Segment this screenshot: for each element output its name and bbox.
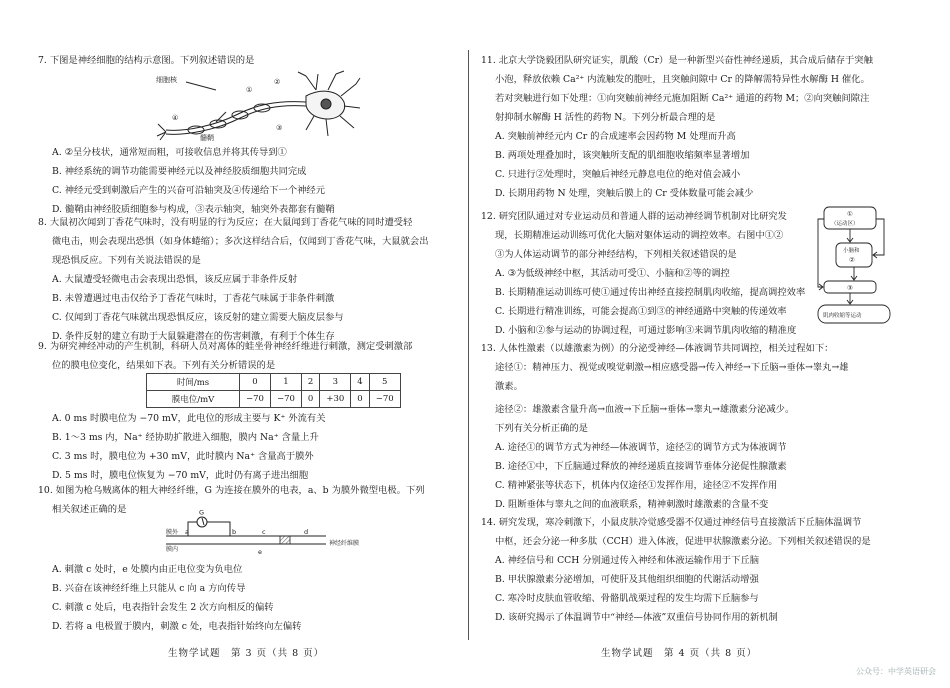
q13-option-d: D. 阻断垂体与睾丸之间的血液联系，精神刺激时雄激素的含量不变 — [495, 499, 769, 510]
q7-option-b: B. 神经系统的调节功能需要神经元以及神经胶质细胞共同完成 — [52, 166, 307, 177]
q13-stem-line1: 13. 人体性激素（以雄激素为例）的分泌受神经—体液调节共同调控，相关过程如下： — [481, 343, 834, 354]
q10-option-b: B. 兴奋在该神经纤维上只能从 c 向 a 方向传导 — [52, 583, 246, 594]
myelin-label: 髓鞘 — [200, 134, 214, 142]
q9-stem-line1: 9. 为研究神经冲动的产生机制，科研人员对离体的蛙坐骨神经纤维进行刺激，测定受刺激部 — [38, 341, 413, 352]
q14-stem-line2: 中枢，还会分泌一种多肽（CCH）进入体液，促进甲状腺激素分泌。下列相关叙述错误的是 — [495, 536, 871, 547]
label-4: ④ — [172, 114, 179, 122]
q9-options — [38, 412, 456, 482]
node-3: ③ — [847, 284, 853, 292]
q7-option-c: C. 神经元受到刺激后产生的兴奋可沿轴突及④传递给下一个神经元 — [52, 185, 326, 196]
q10-option-d: D. 若将 a 电极置于膜内，刺激 c 处，电表指针始终向左偏转 — [52, 621, 302, 632]
q9-option-d: D. 5 ms 时，膜电位恢复为 −70 mV，此时仍有离子进出细胞 — [52, 470, 309, 481]
q7-options — [38, 146, 456, 216]
table-cell: +30 — [320, 391, 351, 408]
muscle-label: 肌肉收缩等运动 — [823, 313, 862, 319]
meter-label-g: G — [199, 508, 205, 517]
fiber-label: 神经纤维膜 — [329, 540, 360, 547]
table-cell: −70 — [240, 391, 271, 408]
q13-prompt: 下列有关分析正确的是 — [495, 423, 588, 434]
q12-option-a: A. ③为低级神经中枢，其活动可受①、小脑和②等的调控 — [495, 268, 730, 279]
table-cell: 0 — [301, 391, 319, 408]
q14-option-c: C. 寒冷时皮肤血管收缩、骨骼肌战栗过程的发生均需下丘脑参与 — [495, 593, 759, 604]
page-footer-3: 生物学试题 第 3 页（共 8 页） — [168, 648, 325, 659]
q11-option-c: C. 只进行②处理时，突触后神经元静息电位的绝对值会减小 — [495, 169, 741, 180]
table-cell: −70 — [270, 391, 301, 408]
q12-options — [481, 267, 811, 337]
q7-option-d: D. 髓鞘由神经胶质细胞参与构成，③表示轴突，轴突外表都套有髓鞘 — [52, 204, 335, 215]
q11-stem-line4: 射抑制水解酶 H 活性的药物 N。下列分析最合理的是 — [495, 112, 716, 123]
q9-option-a: A. 0 ms 时膜电位为 −70 mV，此电位的形成主要与 K⁺ 外流有关 — [52, 413, 326, 424]
q8-option-a: A. 大鼠遭受轻微电击会表现出恐惧，该反应属于非条件反射 — [52, 274, 298, 285]
q10-options — [38, 563, 456, 633]
q8-stem-line3: 现恐惧反应。下列有关说法错误的是 — [52, 255, 201, 266]
nerve-fiber-figure — [158, 508, 373, 556]
q8-option-b: B. 未曾遭遇过电击仅给予丁香花气味时，丁香花气味属于非条件刺激 — [52, 293, 335, 304]
q14-option-b: B. 甲状腺激素分泌增加，可使肝及其他组织细胞的代谢活动增强 — [495, 574, 759, 585]
q11-option-a: A. 突触前神经元内 Cr 的合成速率会因药物 M 处理而升高 — [495, 131, 736, 142]
label-2: ② — [274, 78, 281, 86]
label-3: ③ — [276, 124, 283, 132]
motor-area-label: （运动区） — [831, 221, 859, 227]
q13-option-a: A. 途径①的调节方式为神经—体液调节，途径②的调节方式为体液调节 — [495, 442, 787, 453]
nucleus-label: 细胞核 — [156, 76, 177, 84]
table-cell: 5 — [369, 374, 400, 391]
q10-option-c: C. 刺激 c 处后，电表指针会发生 2 次方向相反的偏转 — [52, 602, 274, 613]
inside-label: 膜内 — [166, 546, 179, 553]
q11-option-d: D. 长期用药物 N 处理，突触后膜上的 Cr 受体数量可能会减少 — [495, 188, 754, 199]
point-e: e — [258, 548, 262, 556]
table-cell: −70 — [369, 391, 400, 408]
q10-stem-line2: 相关叙述正确的是 — [52, 504, 127, 515]
q11-stem-line2: 小泡，释放依赖 Ca²⁺ 内流触发的胞吐，且突触间隙中 Cr 的降解需特异性水解酶 H 催化。 — [495, 74, 870, 85]
page-footer-4: 生物学试题 第 4 页（共 8 页） — [601, 648, 758, 659]
point-c: c — [262, 528, 266, 536]
q7-option-a: A. ②呈分枝状，通常短而粗，可接收信息并将其传导到① — [52, 147, 287, 158]
q12-stem-line3: ③为人体运动调节的部分神经结构，下列相关叙述错误的是 — [495, 249, 737, 260]
electrode-b: b — [232, 528, 237, 536]
q11-stem-line1: 11. 北京大学饶毅团队研究证实，肌酸（Cr）是一种新型兴奋性神经递质，其合成后储存于突触 — [481, 55, 873, 66]
q13-option-b: B. 途径①中，下丘脑通过释放的神经递质直接调节垂体分泌促性腺激素 — [495, 461, 787, 472]
q13-path2: 途径②：雄激素含量升高→血液→下丘脑→垂体→睾丸→雄激素分泌减少。 — [495, 404, 795, 415]
question-11 — [481, 54, 911, 200]
question-9 — [38, 340, 456, 372]
point-d: d — [304, 528, 309, 536]
q9-data-table — [146, 373, 401, 408]
q9-stem-line2: 位的膜电位变化，结果如下表。下列有关分析错误的是 — [52, 360, 276, 371]
q11-stem-line3: 若对突触进行如下处理：①向突触前神经元施加阻断 Ca²⁺ 通道的药物 M；②向突触间隙注 — [495, 93, 870, 104]
table-header-potential: 膜电位/mV — [147, 391, 240, 408]
q12-stem-line2: 现，长期精准运动训练可优化大脑对躯体运动的调控效率。右图中①② — [495, 230, 784, 241]
node-1: ① — [847, 210, 853, 218]
motor-control-diagram — [814, 205, 909, 330]
watermark: 公众号：中学英语研会 — [856, 667, 936, 676]
q14-option-a: A. 神经信号和 CCH 分别通过传入神经和体液运输作用于下丘脑 — [495, 555, 759, 566]
neuron-figure — [156, 70, 361, 142]
q13-path1-line2: 激素。 — [495, 381, 523, 392]
q8-option-d: D. 条件反射的建立有助于大鼠躲避潜在的伤害刺激，有利于个体生存 — [52, 331, 335, 342]
q10-stem-line1: 10. 如图为枪乌贼离体的粗大神经纤维，G 为连接在膜外的电表，a、b 为膜外微型电极。下列 — [38, 485, 425, 496]
node-2: ② — [849, 256, 855, 264]
q12-option-d: D. 小脑和②参与运动的协调过程，可通过影响③来调节肌肉收缩的精准度 — [495, 325, 797, 336]
outside-label: 膜外 — [166, 529, 179, 536]
q8-option-c: C. 仅闻到丁香花气味就出现恐惧反应，该反射的建立需要大脑皮层参与 — [52, 312, 344, 323]
q8-stem-line2: 微电击，则会表现出恐惧（如身体蜷缩）；多次这样结合后，仅闻到丁香花气味，大鼠就会出 — [52, 236, 429, 247]
q12-option-b: B. 长期精准运动训练可使①通过传出神经直接控制肌肉收缩，提高调控效率 — [495, 287, 806, 298]
table-row — [147, 374, 401, 391]
q9-option-b: B. 1～3 ms 内，Na⁺ 经协助扩散进入细胞，膜内 Na⁺ 含量上升 — [52, 432, 319, 443]
myelin-segment — [188, 126, 204, 134]
electrode-a: a — [185, 528, 189, 536]
column-divider — [468, 50, 469, 640]
table-cell: 2 — [301, 374, 319, 391]
table-row — [147, 391, 401, 408]
question-7 — [38, 54, 456, 67]
cerebellum-label: 小脑和 — [843, 248, 860, 254]
label-1: ① — [246, 86, 253, 94]
nucleus — [321, 99, 331, 109]
table-cell: 4 — [351, 374, 369, 391]
q8-stem-line1: 8. 大鼠初次闻到丁香花气味时，没有明显的行为反应；在大鼠闻到丁香花气味的同时遭受轻 — [38, 217, 413, 228]
q7-stem: 7. 下图是神经细胞的结构示意图。下列叙述错误的是 — [38, 55, 255, 66]
question-10 — [38, 484, 456, 516]
q13-option-c: C. 精神紧张等状态下，机体内仅途径①发挥作用，途径②不发挥作用 — [495, 480, 778, 491]
q14-option-d: D. 该研究揭示了体温调节中“神经—体液”双重信号协同作用的新机制 — [495, 612, 778, 623]
q14-stem-line1: 14. 研究发现，寒冷刺激下，小鼠皮肤冷觉感受器不仅通过神经信号直接激活下丘脑体温调节 — [481, 517, 862, 528]
question-8 — [38, 216, 456, 343]
q9-option-c: C. 3 ms 时，膜电位为 +30 mV，此时膜内 Na⁺ 含量高于膜外 — [52, 451, 314, 462]
question-13 — [481, 342, 911, 511]
table-cell: 0 — [240, 374, 271, 391]
table-header-time: 时间/ms — [147, 374, 240, 391]
table-cell: 3 — [320, 374, 351, 391]
table-cell: 1 — [270, 374, 301, 391]
q11-option-b: B. 两项处理叠加时，该突触所支配的肌细胞收缩频率显著增加 — [495, 150, 750, 161]
question-12 — [481, 210, 801, 261]
q10-option-a: A. 刺激 c 处时，e 处膜内由正电位变为负电位 — [52, 564, 243, 575]
q13-path1-line1: 途径①：精神压力、视觉或嗅觉刺激→相应感受器→传入神经→下丘脑→垂体→睾丸→雄 — [495, 362, 849, 373]
q12-option-c: C. 长期进行精准训练，可能会提高①到③的神经通路中突触的传递效率 — [495, 306, 787, 317]
hatched-region — [280, 536, 290, 544]
table-cell: 0 — [351, 391, 369, 408]
q12-stem-line1: 12. 研究团队通过对专业运动员和普通人群的运动神经调节机制对比研究发 — [481, 211, 787, 222]
question-14 — [481, 516, 911, 624]
